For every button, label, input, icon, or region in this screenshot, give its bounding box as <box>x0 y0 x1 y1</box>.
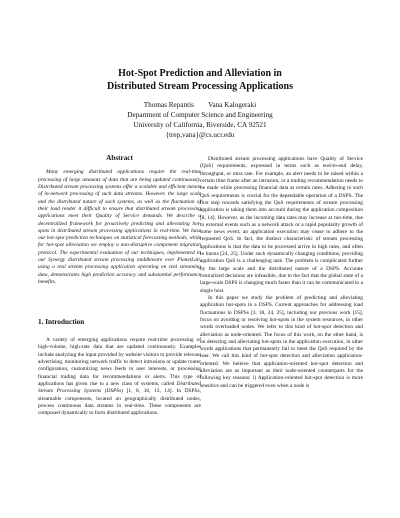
author-block <box>40 100 360 140</box>
abstract-text: Many emerging distributed applications require the real-time processing of large amounts of data that are being updated continuously. Distributed stream processing systems offer a scalable and efficient means of in-network processing of such data streams. However, the large scale and the distributed nature of such systems, as well as the fluctuation of their load render it difficult to ensure that distributed stream processing applications meet their Quality of Service demands. We describe a decentralized framework for proactively predicting and alleviating hot-spots in distributed stream processing applications in real-time. We base our hot-spot prediction techniques on statistical forecasting methods, while for hot-spot alleviation we employ a non-disruptive component migration protocol. The experimental evaluation of our techniques, implemented in our Synergy distributed stream processing middleware over PlanetLab, using a real stream processing application operating on real streaming data, demonstrates high prediction accuracy and substantial performance benefits. <box>38 169 201 285</box>
introduction-heading: 1. Introduction <box>38 318 85 326</box>
introduction-paragraph <box>38 337 201 417</box>
abstract-section <box>38 155 201 286</box>
title-line-1: Hot-Spot Prediction and Alleviation in <box>118 68 282 79</box>
author-email: {trep,vana}@cs.ucr.edu <box>165 131 235 139</box>
right-column <box>200 156 363 390</box>
intro-text-italic: Distributed Stream Processing Systems (DSPSs) <box>38 380 201 395</box>
right-paragraph-1: Distributed stream processing applications have Quality of Service (QoS) requirements, expressed in terms such as end-to-end delay, throughput, or miss rate. For example, an alert needs to be raised within a certain time frame after an intrusion, or a trading recommendation needs to be made while processing financial data at certain rates. Adhering to such QoS requirements is crucial for the dependable operation of a DSPS. The first step towards satisfying the QoS requirements of stream processing application is taking them into account during the application composition [8, 14]. However, as the incoming data rates may increase at run-time, due to external events such as a network attack or a rapid popularity growth of some news event, an application execution may cease to adhere to the requested QoS. In fact, the distinct characteristic of stream processing applications is that the data to be processed arrive in high rates, and often in bursts [24, 25]. Under such dynamically changing conditions, providing application QoS is a challenging task. The problem is complicated further by the large scale and the distributed nature of a DSPS. Accurate centralized decisions are infeasible, due to the fact that the global state of a large-scale DSPS is changing much faster than it can be communicated to a single host. <box>200 156 363 294</box>
introduction-body <box>38 337 201 417</box>
right-paragraph-2: In this paper we study the problem of predicting and alleviating application hot-spots in a DSPS. Current approaches for addressing load fluctuations in DSPSs [3, 18, 24, 25], including our previous work [15], focus on avoiding or resolving hot-spots in the system resources, in other words overloaded nodes. We refer to this kind of hot-spot detection and alleviation as node-oriented. The focus of this work, on the other hand, is on detecting and alleviating hot-spots in the application execution, in other words applications that permanently fail to meet the QoS required by the user. We call this kind of hot-spot detection and alleviation application-oriented. We believe that application-oriented hot-spot detection and alleviation are as important as their node-oriented counterparts for the following key reasons: i) Application-oriented hot-spot detection is more sensitive and can be triggered even when a node is <box>200 294 363 389</box>
intro-text-part-2: [1, 8, 10, 13, 14]. In DSPSs, streamable components, located on geographically distributed nodes, process continuous data streams in real-time. These components are composed dynamically to form distributed applications. <box>38 388 201 417</box>
title-line-2: Distributed Stream Processing Applications <box>106 81 294 92</box>
affiliation-department: Department of Computer Science and Engineering <box>127 111 273 119</box>
paper-title <box>40 67 360 93</box>
abstract-heading: Abstract <box>106 154 133 162</box>
author-names: Thomas Repantis Vana Kalogeraki <box>143 101 257 109</box>
intro-text-part-1: A variety of emerging applications require real-time processing of high-volume, high-rate data that are updated continuously. Examples include analyzing the input provided by website visitors to provide relevant advertising, monitoring network traffic to detect intrusions or update router configuration, customizing news feeds to user interests, or processing financial trading data for recommendations or alerts. This type of applications has given rise to a new class of systems, called <box>38 337 201 387</box>
affiliation-university: University of California, Riverside, CA 92521 <box>133 121 267 129</box>
